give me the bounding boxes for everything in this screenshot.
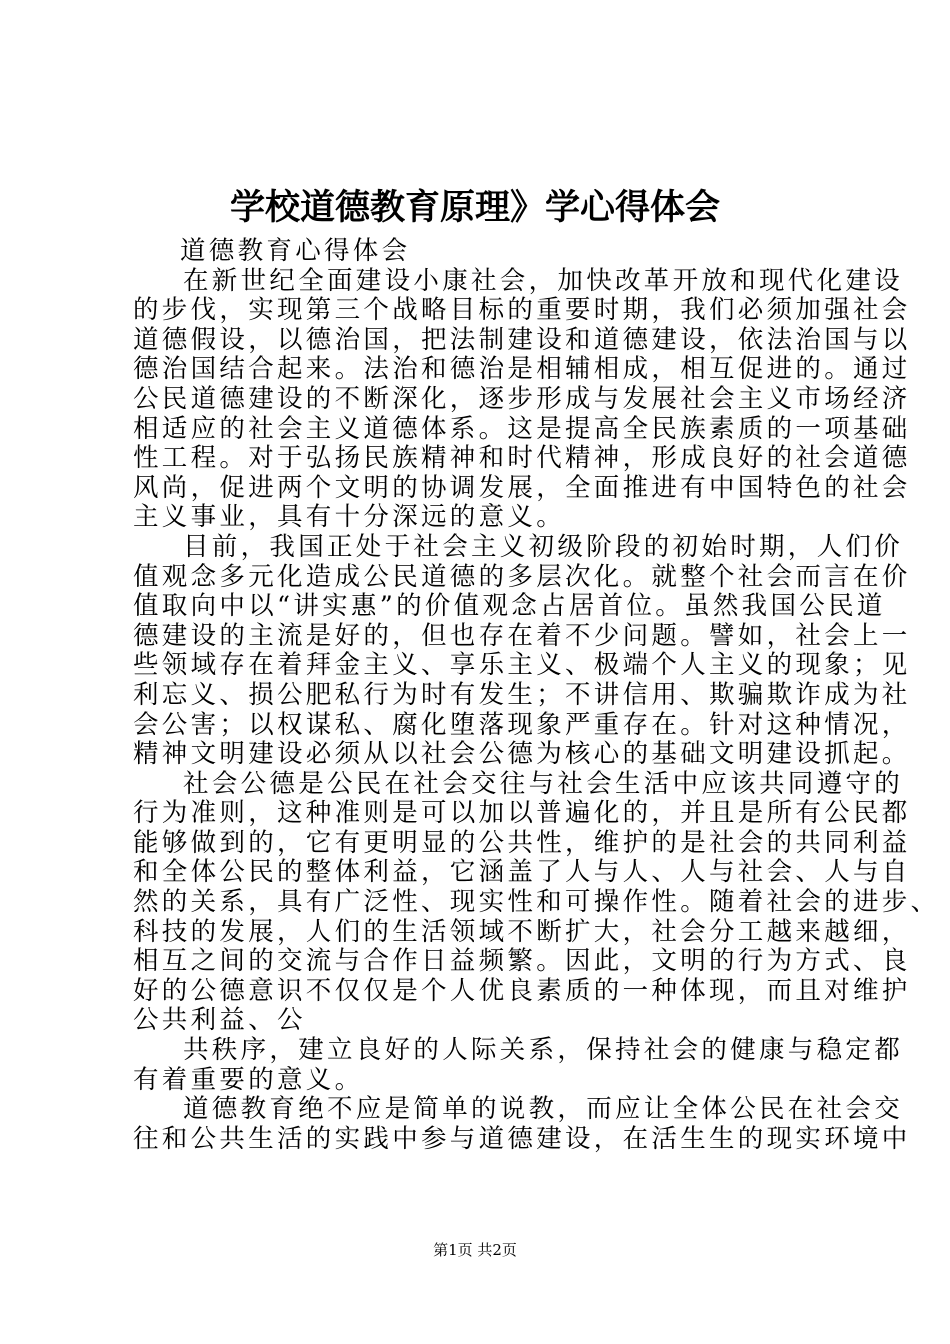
document-body <box>133 236 940 1154</box>
text-line: 能够做到的，它有更明显的公共性，维护的是社会的共同利益 <box>133 827 911 858</box>
paragraph-lines <box>133 265 940 1155</box>
text-line: 有着重要的意义。 <box>133 1064 364 1095</box>
text-line: 会公害；以权谋私、腐化堕落现象严重存在。针对这种情况， <box>133 709 911 740</box>
text-line: 风尚，促进两个文明的协调发展，全面推进有中国特色的社会 <box>133 472 911 503</box>
text-line: 德治国结合起来。法治和德治是相辅相成，相互促进的。通过 <box>133 354 911 385</box>
text-line: 行为准则，这种准则是可以加以普遍化的，并且是所有公民都 <box>133 798 911 829</box>
text-line: 相互之间的交流与合作日益频繁。因此，文明的行为方式、良 <box>133 946 911 977</box>
page-footer: 第1页 共2页 <box>433 1241 517 1259</box>
text-line: 和全体公民的整体利益，它涵盖了人与人、人与社会、人与自 <box>133 857 911 888</box>
text-line: 往和公共生活的实践中参与道德建设，在活生生的现实环境中 <box>133 1123 911 1154</box>
text-line: 道德假设，以德治国，把法制建设和道德建设，依法治国与以 <box>133 324 911 355</box>
text-line: 些领域存在着拜金主义、享乐主义、极端个人主义的现象；见 <box>133 650 911 681</box>
text-line: 精神文明建设必须从以社会公德为核心的基础文明建设抓起。 <box>133 739 911 770</box>
text-line: 的步伐，实现第三个战略目标的重要时期，我们必须加强社会 <box>133 295 911 326</box>
text-line: 公共利益、公 <box>133 1005 306 1036</box>
text-line: 社会公德是公民在社会交往与社会生活中应该共同遵守的 <box>183 768 904 799</box>
text-line: 在新世纪全面建设小康社会，加快改革开放和现代化建设 <box>183 265 904 296</box>
text-line: 值观念多元化造成公民道德的多层次化。就整个社会而言在价 <box>133 561 911 592</box>
text-line: 道德教育绝不应是简单的说教，而应让全体公民在社会交 <box>183 1094 904 1125</box>
text-line: 公民道德建设的不断深化，逐步形成与发展社会主义市场经济 <box>133 383 911 414</box>
document-subtitle: 道德教育心得体会 <box>180 236 411 266</box>
text-line: 利忘义、损公肥私行为时有发生；不讲信用、欺骗欺诈成为社 <box>133 679 911 710</box>
text-line: 共秩序，建立良好的人际关系，保持社会的健康与稳定都 <box>183 1035 904 1066</box>
text-line: 然的关系，具有广泛性、现实性和可操作性。随着社会的进步、 <box>133 887 940 918</box>
text-line: 性工程。对于弘扬民族精神和时代精神，形成良好的社会道德 <box>133 443 911 474</box>
text-line: 德建设的主流是好的，但也存在着不少问题。譬如，社会上一 <box>133 620 911 651</box>
text-line: 主义事业，具有十分深远的意义。 <box>133 502 566 533</box>
document-title: 学校道德教育原理》学心得体会 <box>229 188 720 228</box>
text-line: 值取向中以“讲实惠”的价值观念占居首位。虽然我国公民道 <box>133 591 886 622</box>
text-line: 好的公德意识不仅仅是个人优良素质的一种体现，而且对维护 <box>133 975 911 1006</box>
text-line: 相适应的社会主义道德体系。这是提高全民族素质的一项基础 <box>133 413 911 444</box>
text-line: 目前，我国正处于社会主义初级阶段的初始时期，人们价 <box>183 531 904 562</box>
text-line: 科技的发展，人们的生活领域不断扩大，社会分工越来越细， <box>133 916 911 947</box>
